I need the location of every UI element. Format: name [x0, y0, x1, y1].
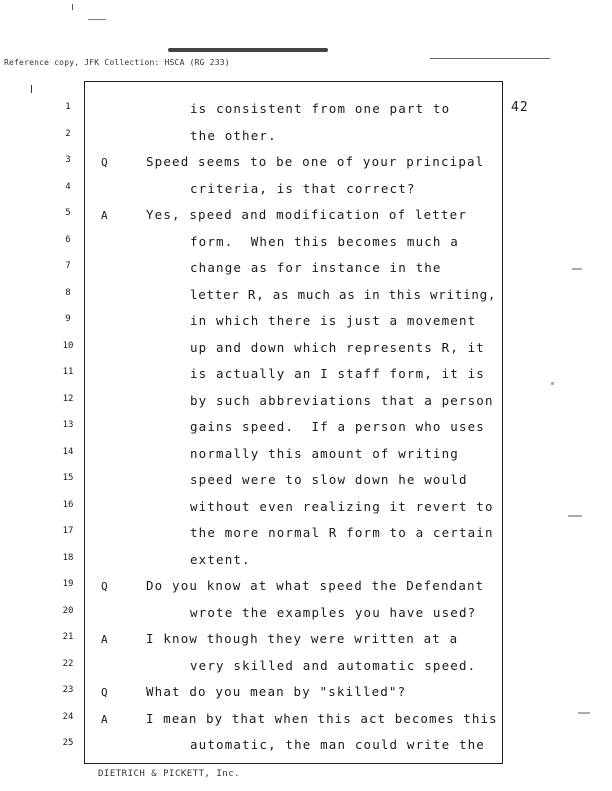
- transcript-line: I know though they were written at a: [146, 631, 459, 646]
- transcript-line: by such abbreviations that a person: [190, 392, 494, 408]
- line-number: 19: [62, 579, 74, 589]
- transcript-line: Yes, speed and modification of letter: [146, 207, 467, 222]
- transcript-line: in which there is just a movement: [190, 313, 477, 328]
- transcript-line: Speed seems to be one of your principal: [146, 154, 485, 169]
- scan-speck: [572, 268, 582, 270]
- transcript-line: change as for instance in the: [190, 260, 442, 275]
- transcript-line: letter R, as much as in this writing,: [190, 286, 497, 302]
- line-number: 9: [65, 314, 71, 324]
- transcript-line: Do you know at what speed the Defendant: [146, 578, 485, 593]
- line-number: 10: [62, 340, 74, 351]
- line-number: 5: [65, 208, 71, 218]
- scan-rule: [430, 58, 550, 59]
- line-number: 6: [65, 234, 71, 245]
- line-number: 3: [65, 155, 71, 165]
- scan-speck: [551, 382, 554, 385]
- page-number: 42: [511, 100, 529, 115]
- line-number: 22: [62, 658, 74, 669]
- line-number: 24: [62, 711, 74, 722]
- line-number: 16: [62, 499, 74, 510]
- transcript-line: is consistent from one part to: [190, 101, 451, 116]
- transcript-line: very skilled and automatic speed.: [190, 657, 477, 673]
- line-number: 20: [62, 605, 74, 616]
- line-number: 11: [62, 367, 74, 377]
- scan-speck: [568, 515, 582, 517]
- line-number: 2: [65, 128, 71, 139]
- transcript-line: criteria, is that correct?: [190, 180, 416, 196]
- speaker-label: A: [101, 209, 108, 222]
- line-number: 14: [62, 446, 74, 457]
- scan-mark: [88, 19, 106, 20]
- transcript-line: wrote the examples you have used?: [190, 604, 477, 620]
- transcript-line: automatic, the man could write the: [190, 737, 485, 752]
- line-number: 15: [62, 473, 74, 483]
- line-number: 21: [62, 632, 74, 642]
- transcript-line: What do you mean by "skilled"?: [146, 684, 407, 699]
- transcript-line: extent.: [190, 551, 251, 567]
- transcript-line: without even realizing it revert to: [190, 498, 494, 514]
- speaker-label: A: [101, 712, 108, 726]
- transcript-line: up and down which represents R, it: [190, 339, 485, 355]
- reporter-footer: DIETRICH & PICKETT, Inc.: [98, 769, 241, 779]
- scan-speck: [578, 712, 590, 714]
- transcript-line: speed were to slow down he would: [190, 472, 468, 487]
- collection-header: Reference copy, JFK Collection: HSCA (RG 233): [4, 58, 230, 67]
- scan-mark: [72, 4, 73, 10]
- speaker-label: Q: [101, 156, 108, 169]
- redaction-bar: [168, 48, 328, 52]
- speaker-label: A: [101, 633, 108, 646]
- transcript-line: the more normal R form to a certain: [190, 525, 494, 540]
- line-number: 12: [62, 393, 74, 404]
- transcript-line: normally this amount of writing: [190, 445, 459, 461]
- transcript-line: the other.: [190, 127, 277, 143]
- transcript-line: form. When this becomes much a: [190, 233, 459, 249]
- line-number: 25: [62, 738, 74, 748]
- line-number: 7: [65, 261, 71, 271]
- transcript-line: gains speed. If a person who uses: [190, 419, 485, 434]
- line-number: 8: [65, 287, 71, 298]
- margin-mark: [31, 85, 32, 93]
- line-number: 13: [62, 420, 74, 430]
- transcript-line: is actually an I staff form, it is: [190, 366, 485, 381]
- speaker-label: Q: [101, 686, 108, 699]
- speaker-label: Q: [101, 580, 108, 593]
- transcript-line: I mean by that when this act becomes this: [146, 710, 498, 726]
- line-number: 4: [65, 181, 71, 192]
- line-number: 18: [62, 552, 74, 563]
- line-number: 17: [62, 526, 74, 536]
- line-number: 1: [65, 102, 71, 112]
- line-number: 23: [62, 685, 74, 695]
